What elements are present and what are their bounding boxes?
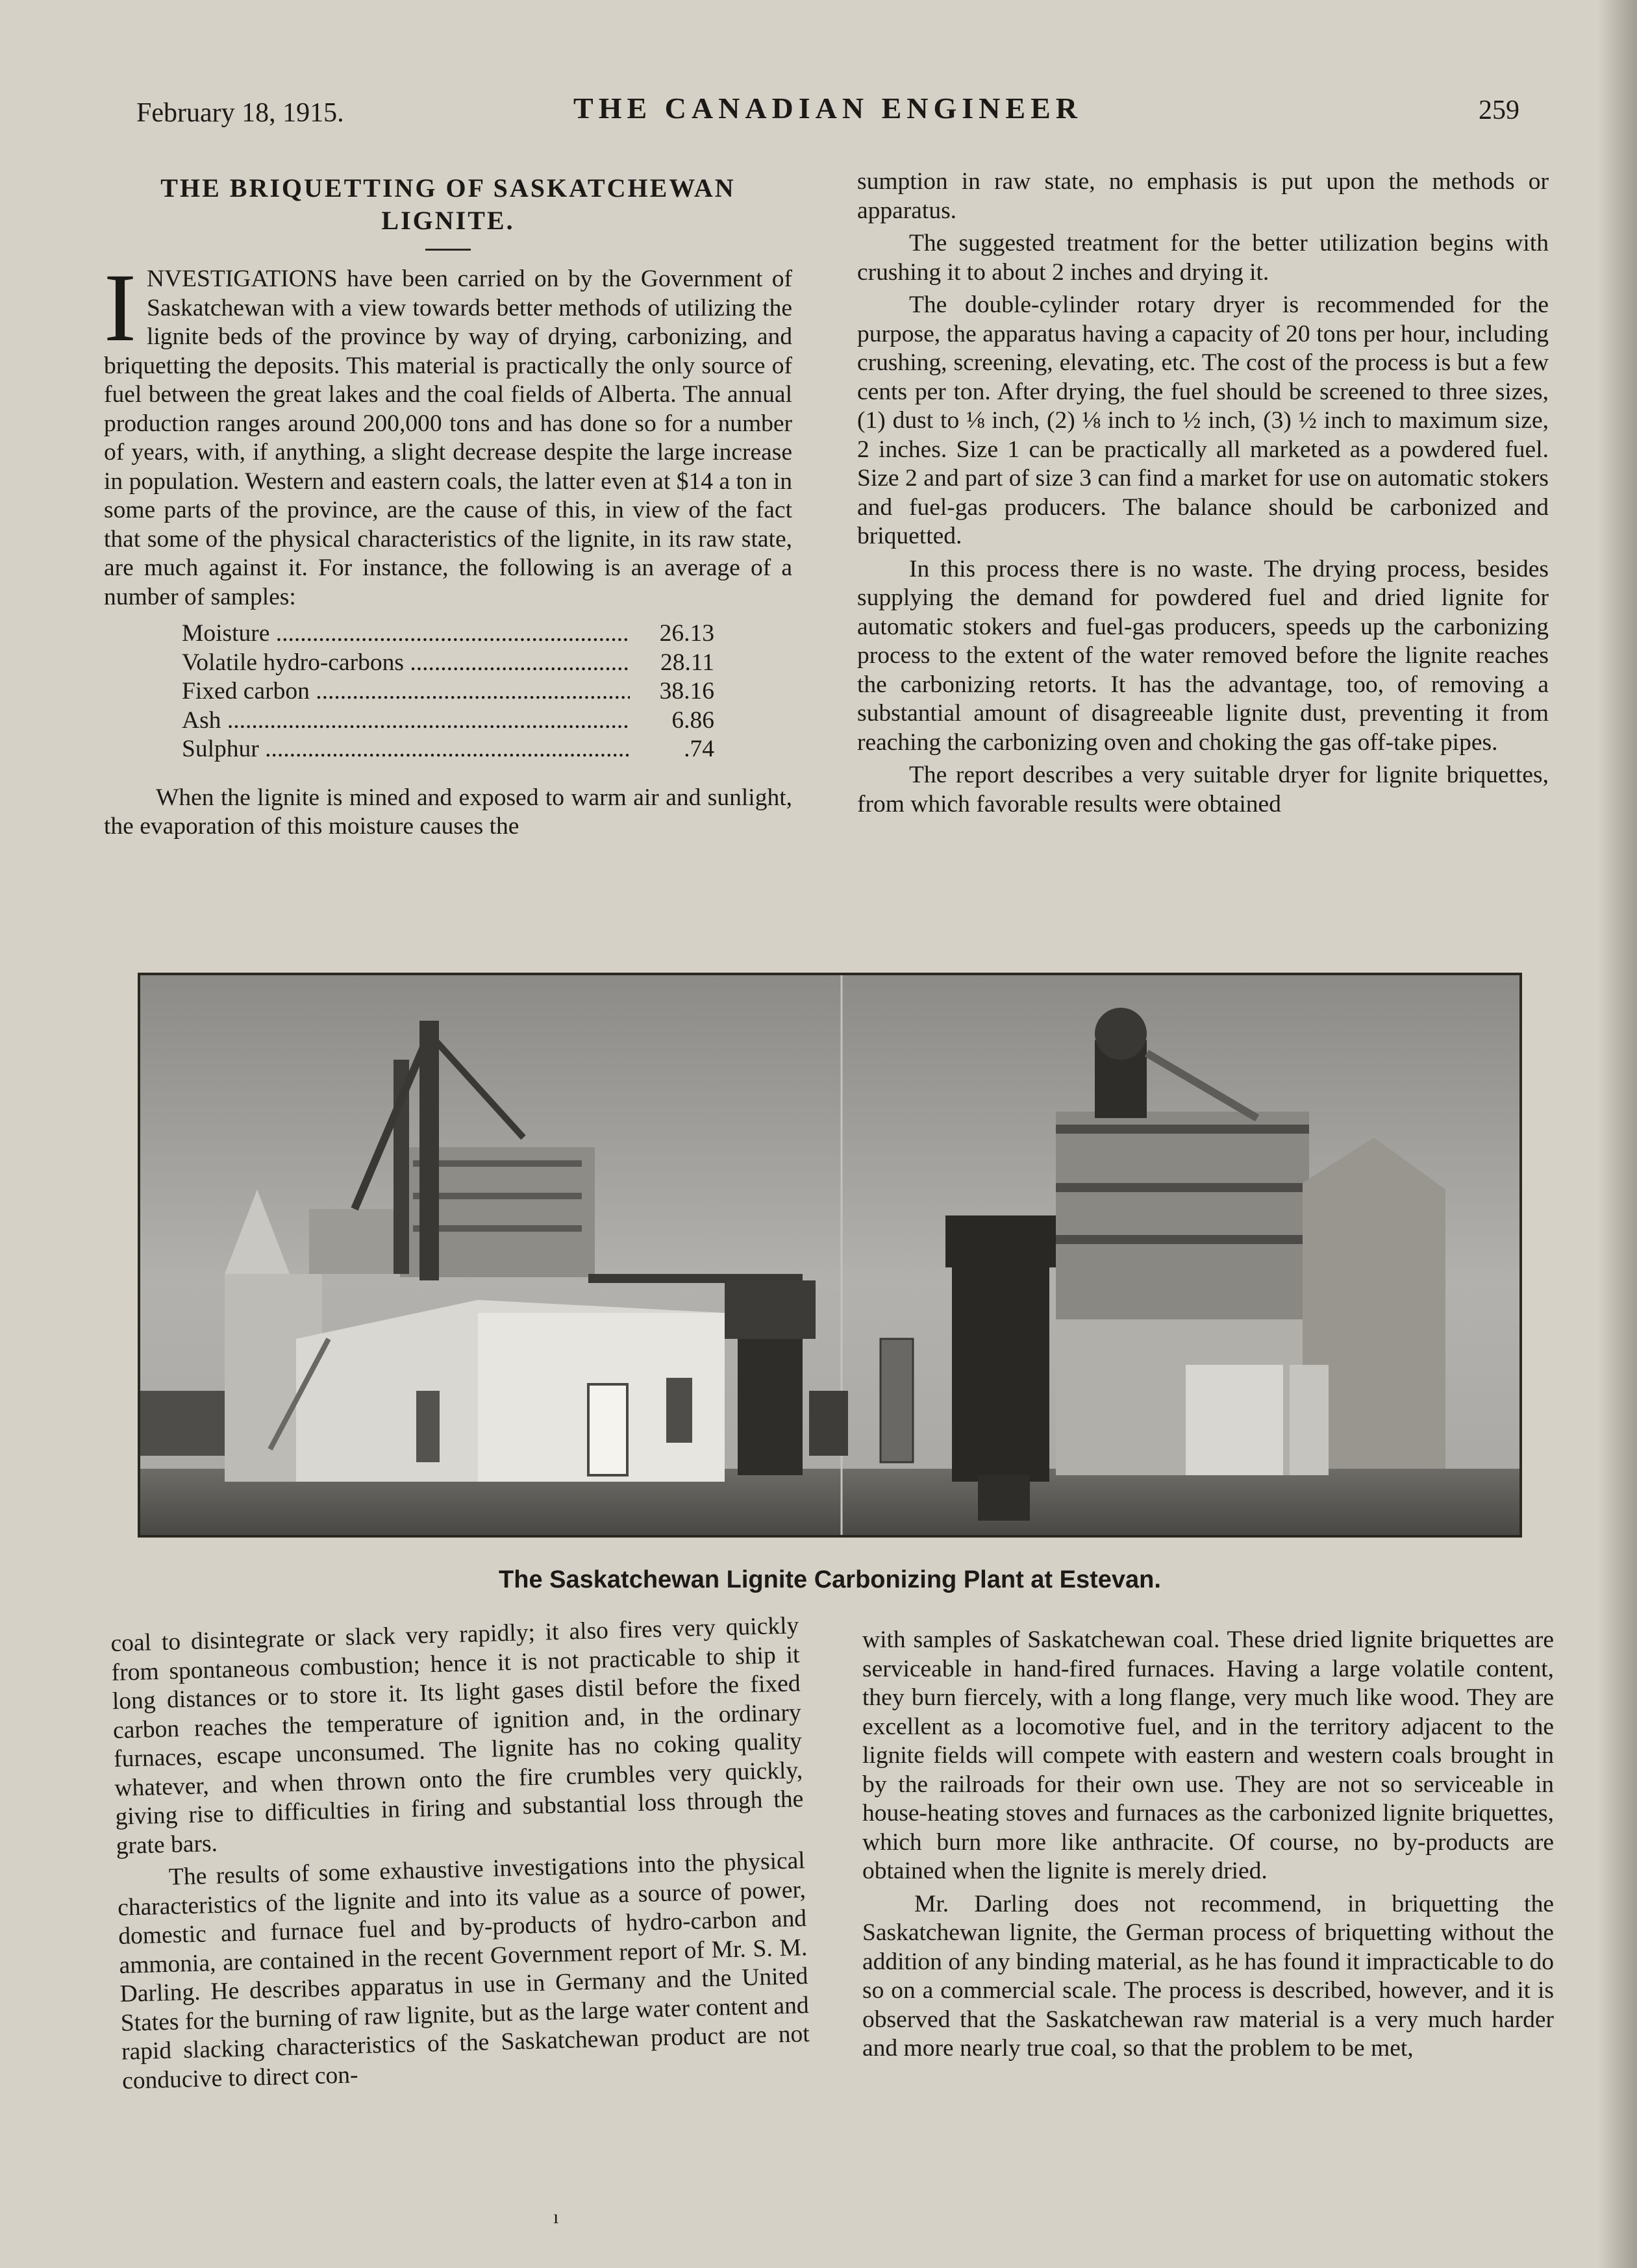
- article-title-line1: THE BRIQUETTING OF SASKATCHEWAN: [160, 173, 736, 203]
- plant-photograph-image: [140, 975, 1519, 1535]
- sample-value: 26.13: [659, 620, 714, 647]
- right-top-paragraph-3: The double-cylinder rotary dryer is recommended for the purpose, the apparatus having a capacity of 20 tons per hour, including crushing, screening, elevating, etc. The cost of the process is but a few cents per ton. After drying, the fuel should be screened to three sizes, (1) dust to ⅛ inch, (2) ⅛ inch to ½ inch, (3) ½ inch to maximum size, 2 inches. Size 1 can be practically all marketed as a powdered fuel. Size 2 and part of size 3 can find a market for use on automatic stokers and fuel-gas producers. The balance should be carbonized and briquetted.: [857, 292, 1549, 549]
- right-bottom-paragraph-2: Mr. Darling does not recommend, in briquetting the Saskatchewan lignite, the German process of briquetting without the addition of any binding material, as he has found it impracticable to do so on a commercial scale. The process is described, however, and it is observed that the Saskatchewan raw material is a very much harder and more nearly true coal, so that the problem to be met,: [862, 1890, 1554, 2062]
- sample-value: .74: [684, 736, 714, 762]
- sample-name: Sulphur .....: [182, 735, 630, 764]
- left-bottom-paragraph-1: coal to disintegrate or slack very rapidly; it also fires very quickly from spontaneous combustion; hence it is not practicable to ship it long distances or to store it. Its light gases distil before the fixed carbon reaches the temperature of ignition and, in the ordinary furnaces, escape unconsumed. The lignite has no coking quality whatever, and when thrown onto the fire crumbles very quickly, giving rise to difficulties in firing and substantial loss through the grate bars.: [110, 1612, 804, 1860]
- sample-value: 38.16: [659, 678, 714, 704]
- journal-title: THE CANADIAN ENGINEER: [573, 92, 1082, 125]
- right-top-paragraph-2: The suggested treatment for the better utilization begins with crushing it to about 2 inches and drying it.: [857, 230, 1549, 286]
- left-column-bottom: [110, 1612, 810, 2096]
- sample-row: [182, 706, 714, 736]
- right-bottom-paragraph-1: with samples of Saskatchewan coal. These dried lignite briquettes are serviceable in hand-fired furnaces. Having a large volatile content, they burn fiercely, with a long flange, very much like wood. They are excellent as a locomotive fuel, and in the territory adjacent to the lignite fields will compete with eastern and western coals brought in by the railroads for their own use. They are not so serviceable in house-heating stoves and furnaces as the carbonized lignite briquettes, which burn more like anthracite. Of course, no by-products are obtained when the lignite is merely dried.: [862, 1626, 1554, 1884]
- left-bottom-paragraph-2: The results of some exhaustive investigations into the physical characteristics of the lignite and into its value as a source of power, domestic and furnace fuel and by-products of hydro-carbon and ammonia, are contained in the recent Government report of Mr. S. M. Darling. He describes apparatus in use in Germany and the United States for the burning of raw lignite, but as the large water content and rapid slacking characteristics of the Saskatchewan product are not conducive to direct con-: [117, 1847, 810, 2095]
- article-title: [104, 172, 792, 237]
- page-number: 259: [1479, 95, 1519, 125]
- samples-table: [182, 619, 714, 764]
- intro-text: NVESTIGATIONS have been carried on by the Government of Saskatchewan with a view towards better methods of utilizing the lignite beds of the province by way of drying, carbonizing, and briquetting the deposits. This material is practically the only source of fuel between the great lakes and the coal fields of Alberta. The annual production ranges around 200,000 tons and has done so for a number of years, with, if anything, a slight decrease despite the large increase in population. Western and eastern coals, the latter even at $14 a ton in some parts of the province, are the cause of this, in view of the fact that some of the physical characteristics of the lignite, in its raw state, are much against it. For instance, the following is an average of a number of samples:: [104, 266, 792, 610]
- left-column-top: [104, 172, 792, 841]
- right-top-paragraph-1: sumption in raw state, no emphasis is put upon the methods or apparatus.: [857, 168, 1549, 224]
- sample-name: Ash .....: [182, 706, 630, 736]
- title-rule: [425, 249, 471, 251]
- drop-cap: I: [104, 254, 136, 362]
- photo-caption: The Saskatchewan Lignite Carbonizing Plant at Estevan.: [499, 1566, 1161, 1593]
- intro-paragraph: [104, 254, 792, 612]
- sample-row: [182, 649, 714, 678]
- sample-row: [182, 677, 714, 706]
- right-column-top: [857, 168, 1549, 819]
- sample-name: Volatile hydro-carbons .....: [182, 649, 630, 678]
- right-column-bottom: [862, 1626, 1554, 2063]
- article-title-line2: LIGNITE.: [381, 206, 515, 235]
- page-edge-shadow: [1598, 0, 1637, 2268]
- sample-value: 28.11: [660, 649, 714, 676]
- issue-date: February 18, 1915.: [136, 98, 344, 128]
- plant-photograph: [138, 973, 1522, 1538]
- footer-mark: ı: [553, 2206, 559, 2228]
- sample-row: [182, 619, 714, 649]
- right-top-paragraph-4: In this process there is no waste. The drying process, besides supplying the demand for powdered fuel and dried lignite for automatic stokers and fuel-gas producers, speeds up the carbonizing process to the extent of the water removed before the lignite reaches the carbonizing retorts. It has the advantage, too, of removing a substantial amount of disagreeable lignite dust, preventing it from reaching the carbonizing oven and choking the gas off-take pipes.: [857, 555, 1549, 756]
- sample-row: [182, 735, 714, 764]
- running-head: [136, 91, 1519, 143]
- sample-name: Fixed carbon .....: [182, 677, 630, 706]
- right-top-paragraph-5: The report describes a very suitable dryer for lignite briquettes, from which favorable results were obtained: [857, 762, 1549, 817]
- sample-name: Moisture .....: [182, 619, 630, 649]
- left-top-paragraph-2: When the lignite is mined and exposed to warm air and sunlight, the evaporation of this moisture causes the: [104, 784, 792, 840]
- sample-value: 6.86: [671, 706, 714, 734]
